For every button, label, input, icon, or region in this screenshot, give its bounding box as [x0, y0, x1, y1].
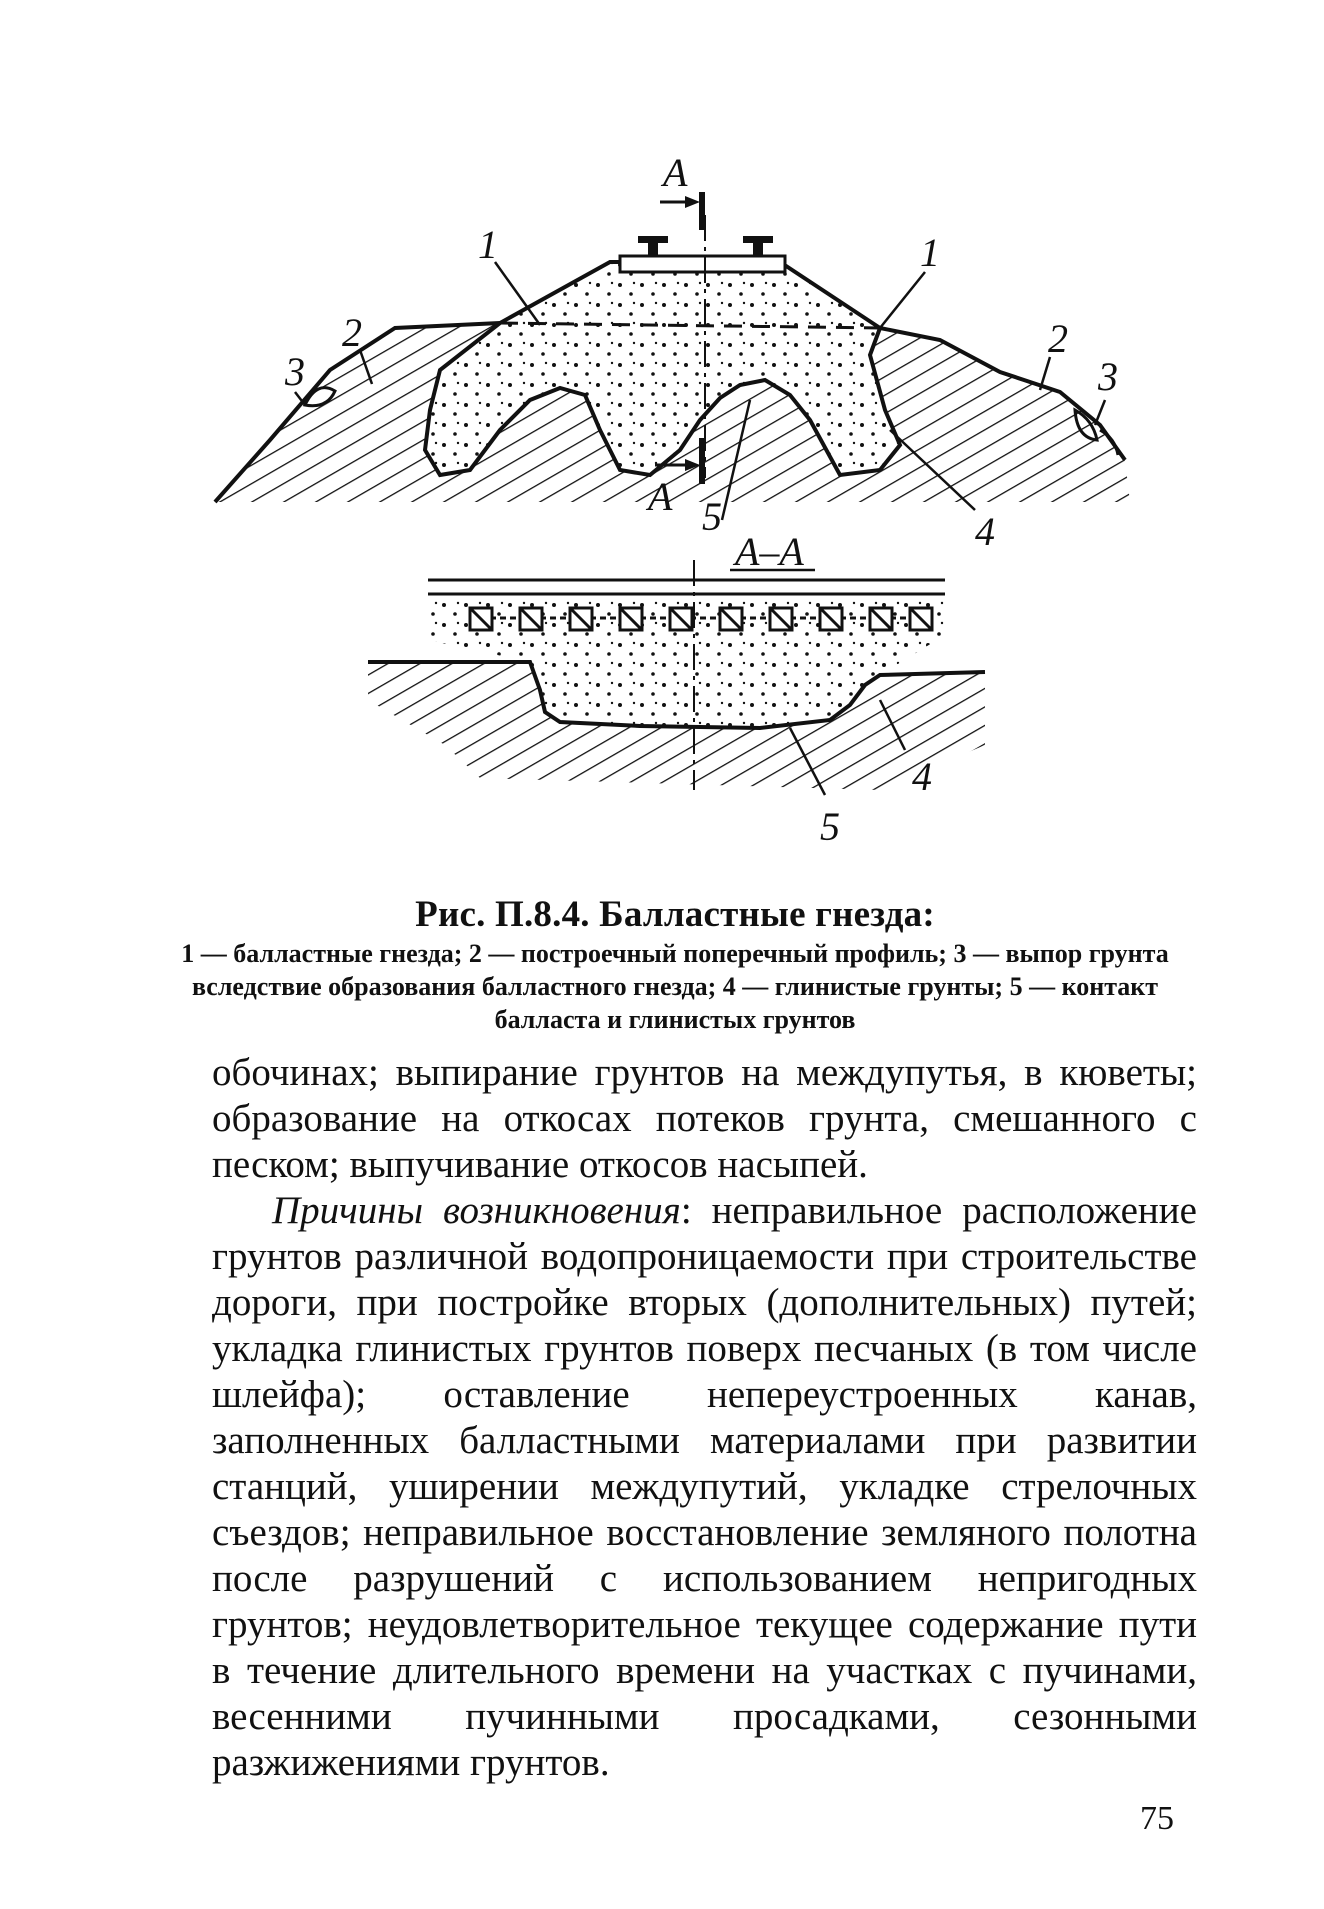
- cross-section-view: [215, 150, 1130, 554]
- callout-4-upper: 4: [975, 509, 995, 554]
- section-label-top: А: [663, 150, 688, 195]
- caption-legend: 1 — балластные гнезда; 2 — построечный поперечный профиль; 3 — выпор грунта вследствие образования балластного гнезда; 4 — глинистые грунты; 5 — контакт балласта и глинистых грунтов: [181, 939, 1169, 1034]
- callout-4-lower: 4: [912, 754, 932, 799]
- body-text: [212, 1050, 1197, 1786]
- callout-1-left: 1: [478, 222, 498, 267]
- paragraph-2: [212, 1188, 1197, 1786]
- rail-right: [743, 236, 773, 256]
- paragraph-2-lead: Причины возникновения: [272, 1189, 681, 1232]
- callout-1-right: 1: [920, 230, 940, 275]
- callout-2-right: 2: [1048, 316, 1068, 361]
- callout-3-right: 3: [1098, 354, 1118, 399]
- page-number: 75: [1140, 1800, 1174, 1837]
- figure-caption: [180, 893, 1170, 1036]
- section-aa-title: А–А: [735, 529, 804, 574]
- caption-title: Рис. П.8.4. Балластные гнезда:: [415, 894, 935, 935]
- section-label-bottom: А: [648, 474, 673, 519]
- ballast-pockets-figure: [0, 0, 1324, 880]
- rail-left: [638, 236, 668, 256]
- sleeper: [620, 256, 785, 272]
- section-aa-view: [368, 529, 985, 849]
- callout-5-lower: 5: [820, 804, 840, 849]
- section-mark-top: [660, 192, 702, 230]
- callout-2-left: 2: [342, 310, 362, 355]
- paragraph-2-text: : неправильное расположение грунтов различной водопроницаемости при строительстве дороги, при постройке вторых (дополнительных) путей; укладка глинистых грунтов поверх песчаных (в том числе шлейфа); оставление непереустроенных канав, заполненных балластными материалами при развитии станций, уширении междупутий, укладке стрелочных съездов; неправильное восстановление земляного полотна после разрушений с использованием непригодных грунтов; неудовлетворительное текущее содержание пути в течение длительного времени на участках с пучинами, весенними пучинными просадками, сезонными разжижениями грунтов.: [212, 1189, 1197, 1784]
- callout-3-left: 3: [285, 349, 305, 394]
- paragraph-1: обочинах; выпирание грунтов на междупутья, в кюветы; образование на откосах потеков грунта, смешанного с песком; выпучивание откосов насыпей.: [212, 1051, 1197, 1186]
- callout-5-upper: 5: [702, 494, 722, 539]
